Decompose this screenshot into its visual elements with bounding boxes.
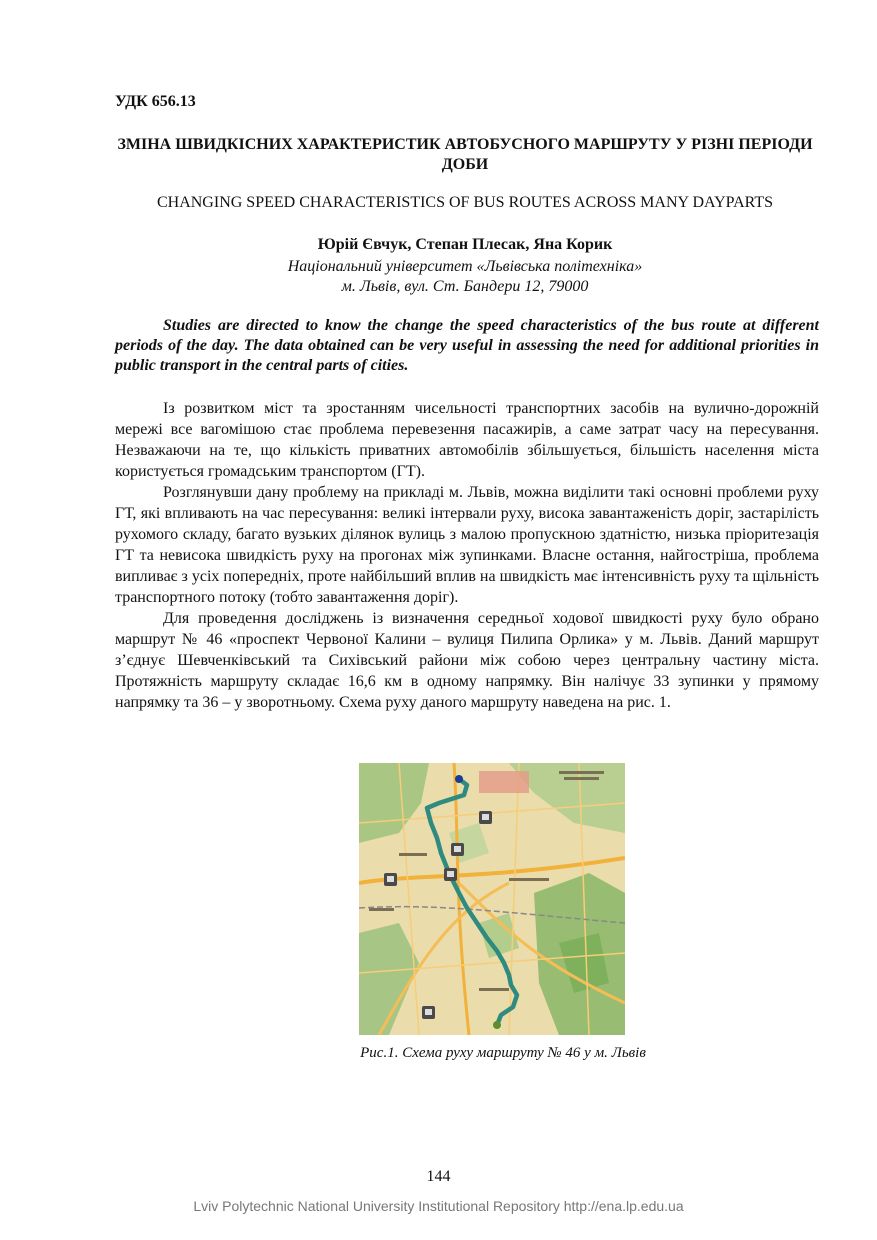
bus-stop-icon <box>384 873 397 886</box>
affiliation-block <box>115 257 815 297</box>
route-map-figure <box>359 763 625 1035</box>
affiliation: Національний університет «Львівська політехніка» <box>287 258 643 275</box>
paragraph: Розглянувши дану проблему на прикладі м. Львів, можна виділити такі основні проблеми руху ГТ, які впливають на час пересування: великі інтервали руху, висока завантаженість доріг, застарілість рухомого складу, багато вузьких ділянок вулиць з малою пропускною здатністю, низька пріоритезація ГТ та невисока швидкість руху на прогонах між зупинками. Власне остання, найгостріша, проблема випливає з усіх попередніх, проте найбільший вплив на швидкість має інтенсивність руху та щільність транспортного потоку (тобто завантаження доріг). <box>115 484 819 606</box>
abstract: Studies are directed to know the change the speed characteristics of the bus route at different periods of the day. The data obtained can be very useful in assessing the need for additional priorities in public transport in the central parts of cities. <box>115 317 819 374</box>
title-ukrainian: ЗМІНА ШВИДКІСНИХ ХАРАКТЕРИСТИК АВТОБУСНОГО МАРШРУТУ У РІЗНІ ПЕРІОДИ ДОБИ <box>117 136 813 173</box>
bus-stop-icon <box>479 811 492 824</box>
udk-code: УДК 656.13 <box>115 93 196 110</box>
paragraph: Із розвитком міст та зростанням чисельності транспортних засобів на вулично-дорожній мережі все вагомішою стає проблема перевезення пасажирів, а саме затрат часу на пересування. Незважаючи на те, що кількість приватних автомобілів збільшується, більшість населення міста користується громадським транспортом (ГТ). <box>115 400 819 480</box>
industrial-zone <box>479 771 529 793</box>
bus-stop-icon <box>422 1006 435 1019</box>
address: м. Львів, вул. Ст. Бандери 12, 79000 <box>341 278 589 295</box>
repository-footer: Lviv Polytechnic National University Institutional Repository http://ena.lp.edu.ua <box>193 1198 684 1214</box>
body-text <box>115 398 819 713</box>
page-number: 144 <box>426 1168 451 1185</box>
bus-stop-icon <box>451 843 464 856</box>
route-end-icon <box>493 1021 501 1029</box>
route-start-icon <box>455 775 463 783</box>
title-english: CHANGING SPEED CHARACTERISTICS OF BUS ROUTES ACROSS MANY DAYPARTS <box>156 194 774 211</box>
bus-stop-icon <box>444 868 457 881</box>
authors: Юрій Євчук, Степан Плесак, Яна Корик <box>317 236 613 253</box>
figure-caption: Рис.1. Схема руху маршруту № 46 у м. Львів <box>360 1045 646 1061</box>
paragraph: Для проведення досліджень із визначення середньої ходової швидкості руху було обрано маршрут № 46 «проспект Червоної Калини – вулиця Пилипа Орлика» у м. Львів. Даний маршрут з’єднує Шевченківський та Сихівський райони між собою через центральну частину міста. Протяжність маршруту складає 16,6 км в одному напрямку. Він налічує 33 зупинки у прямому напрямку та 36 – у зворотньому. Схема руху даного маршруту наведена на рис. 1. <box>115 610 819 711</box>
